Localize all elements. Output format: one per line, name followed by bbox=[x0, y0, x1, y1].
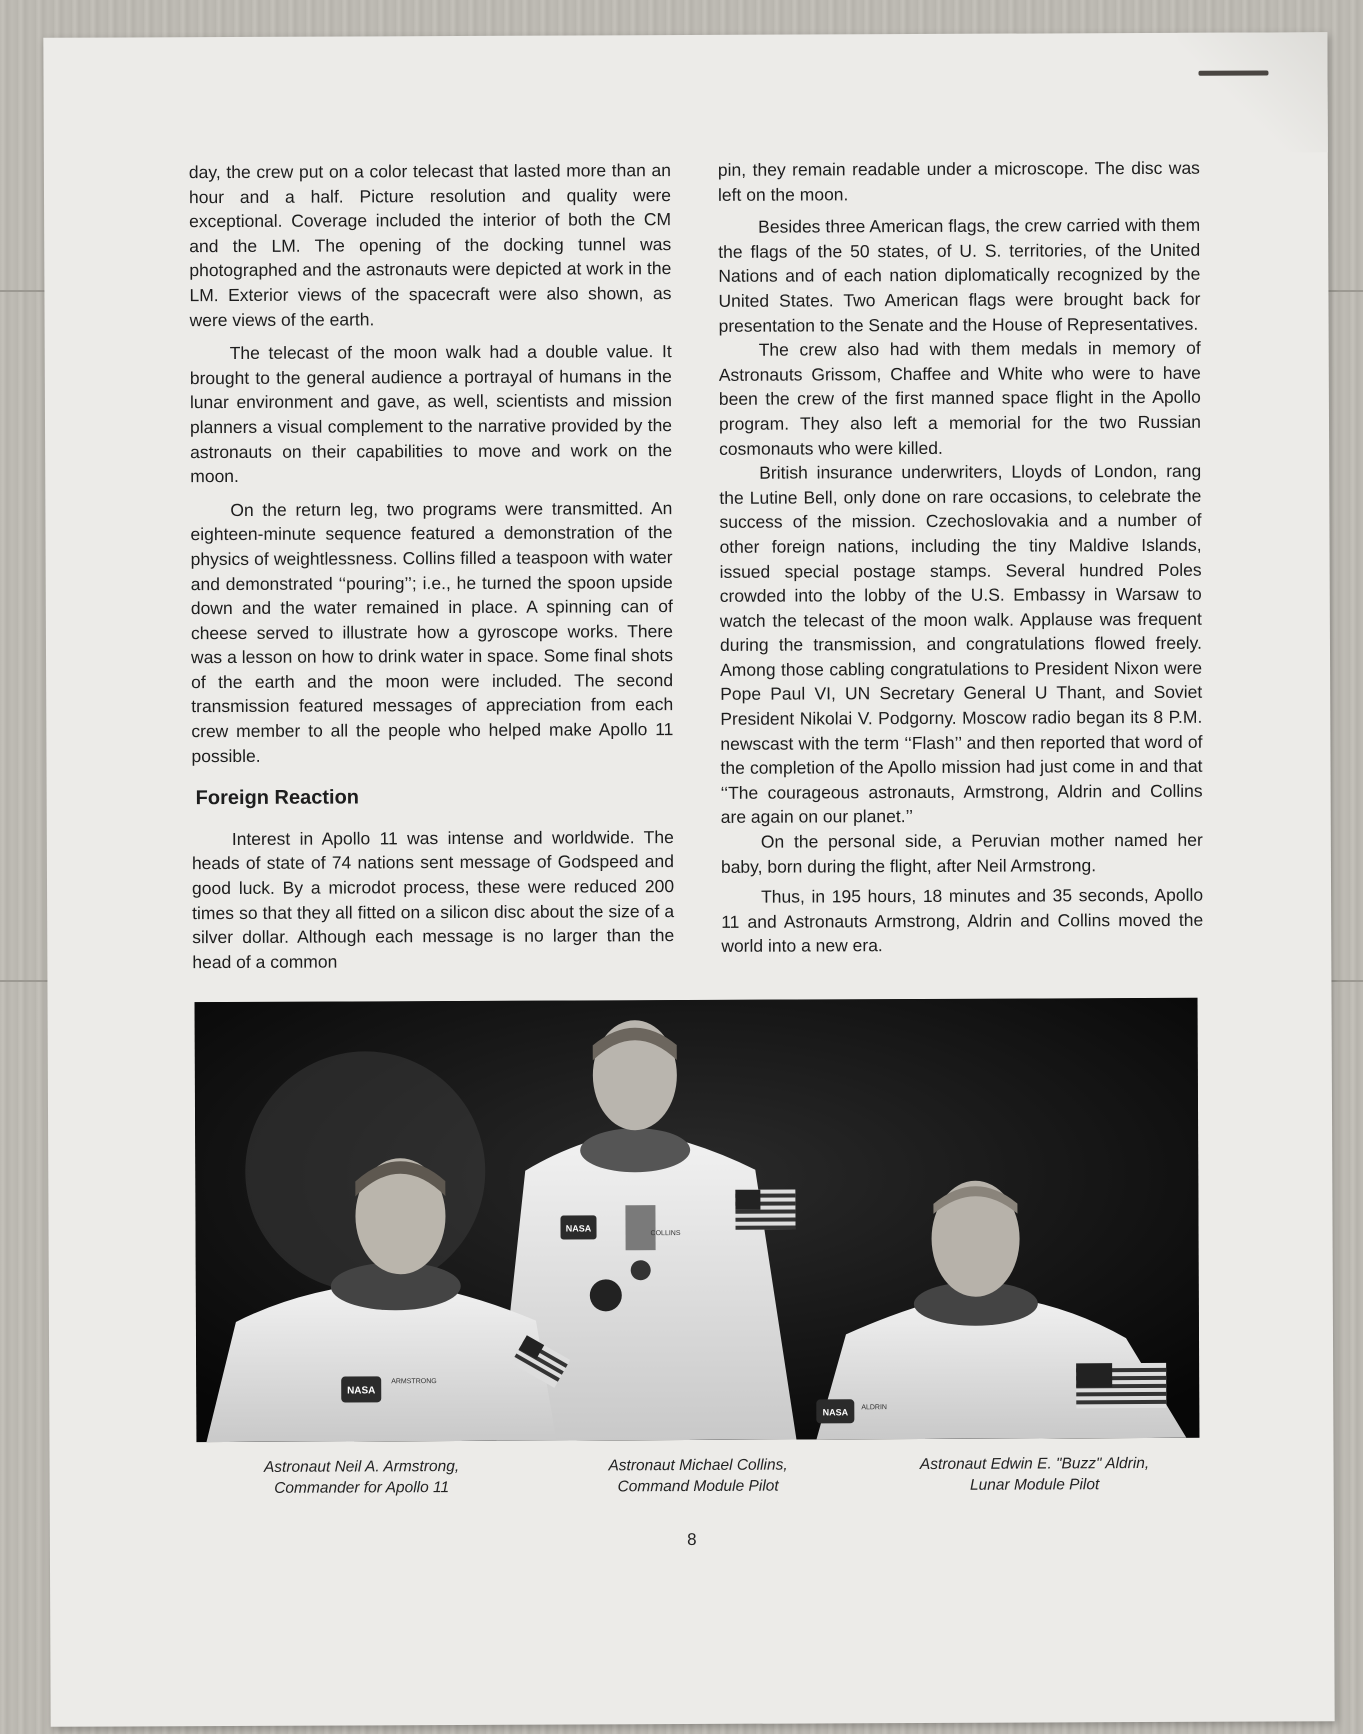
document-page bbox=[43, 32, 1334, 1727]
caption-armstrong bbox=[197, 1456, 527, 1499]
caption-line: Astronaut Edwin E. "Buzz" Aldrin, bbox=[919, 1454, 1150, 1473]
paragraph: On the personal side, a Peruvian mother named her baby, born during the flight, after Neil Armstrong. bbox=[720, 829, 1203, 877]
paragraph: On the return leg, two programs were transmitted. An eighteen-minute sequence featured a demonstration of the physics of weightlessness. Collins filled a teaspoon with water and demonstrated ‘‘pouring’’; i.e., he turned the spoon upside down and the water remained in place. A spinning can of cheese served to illustrate how a gyroscope works. There was a lesson on how to drink water in space. Some final shots of the earth and the moon were included. The second transmission featured messages of appreciation from each crew member to all the people who helped make Apollo 11 possible. bbox=[190, 497, 674, 766]
paragraph: The telecast of the moon walk had a double value. It brought to the general audience a portrayal of humans in the lunar environment and gave, as well, scientists and mission planners a visual complement to the narrative provided by the astronauts on their capabilities to move and work on the moon. bbox=[189, 341, 673, 487]
caption-line: Commander for Apollo 11 bbox=[274, 1479, 450, 1497]
paragraph: pin, they remain readable under a microscope. The disc was left on the moon. bbox=[717, 157, 1200, 205]
corner-fold bbox=[1177, 32, 1328, 153]
crew-photo bbox=[195, 998, 1200, 1442]
name-tag: COLLINS bbox=[650, 1230, 681, 1238]
nasa-badge: NASA bbox=[565, 1223, 592, 1234]
caption-line: Command Module Pilot bbox=[617, 1477, 779, 1496]
flag-patch bbox=[1076, 1363, 1166, 1408]
paragraph: The crew also had with them medals in memory of Astronauts Grissom, Chaffee and White who were to have been the crew of the first manned space flight in the Apollo program. They also left a memorial for the two Russian cosmonauts who were killed. bbox=[718, 337, 1202, 459]
photo-captions bbox=[197, 1453, 1200, 1499]
flag-patch bbox=[735, 1190, 795, 1230]
caption-line: Astronaut Neil A. Armstrong, bbox=[263, 1458, 460, 1476]
paragraph: day, the crew put on a color telecast that lasted more than an hour and a half. Picture resolution and quality were exceptional. Coverage included the interior of both the CM and the LM. The opening of the docking tunnel was photographed and the astronauts were depicted at work in the LM. Exterior views of the spacecraft were also shown, as were views of the earth. bbox=[188, 160, 672, 330]
page-number: 8 bbox=[687, 1529, 697, 1550]
left-column bbox=[189, 158, 675, 984]
staple bbox=[1198, 70, 1268, 75]
section-heading: Foreign Reaction bbox=[195, 786, 360, 810]
moon-backdrop bbox=[245, 1051, 486, 1292]
right-column bbox=[718, 156, 1203, 959]
nasa-badge: NASA bbox=[822, 1407, 849, 1418]
caption-line: Astronaut Michael Collins, bbox=[608, 1456, 788, 1475]
paragraph: Interest in Apollo 11 was intense and worldwide. The heads of state of 74 nations sent message of Godspeed and good luck. By a microdot process, these were reduced 200 times so that they all fitted on a silicon disc about the size of a silver dollar. Although each message is no larger than the head of a common bbox=[191, 826, 675, 972]
paragraph: Thus, in 195 hours, 18 minutes and 35 seconds, Apollo 11 and Astronauts Armstrong, Aldrin and Collins moved the world into a new era. bbox=[721, 884, 1204, 957]
name-tag: ARMSTRONG bbox=[391, 1378, 437, 1386]
paragraph: Besides three American flags, the crew carried with them the flags of the 50 states, of U. S. territories, of the United Nations and of each nation diplomatically recognized by the United States. Two American flags were brought back for presentation to the Senate and the House of Representatives. bbox=[718, 214, 1201, 336]
caption-collins bbox=[533, 1454, 863, 1497]
paragraph: British insurance underwriters, Lloyds of London, rang the Lutine Bell, only done on rare occasions, to celebrate the success of the mission. Czechoslovakia and a number of other foreign nations, including the tiny Maldive Islands, issued special postage stamps. Several hundred Poles crowded into the lobby of the U.S. Embassy in Warsaw to watch the telecast of the moon walk. Applause was frequent during the transmission, and congratulations flowed freely. Among those cabling congratulations to President Nixon were Pope Paul VI, UN Secretary General U Thant, and Soviet President Nikolai V. Podgorny. Moscow radio began its 8 P.M. newscast with the term ‘‘Flash’’ and then reported that word of the completion of the Apollo mission had just come in and that ‘‘The courageous astronauts, Armstrong, Aldrin and Collins are again on our planet.’’ bbox=[719, 460, 1203, 828]
caption-aldrin bbox=[870, 1453, 1200, 1496]
name-tag: ALDRIN bbox=[861, 1404, 888, 1412]
nasa-badge: NASA bbox=[347, 1385, 376, 1397]
crew-photo-illustration bbox=[195, 998, 1200, 1442]
caption-line: Lunar Module Pilot bbox=[969, 1476, 1100, 1494]
